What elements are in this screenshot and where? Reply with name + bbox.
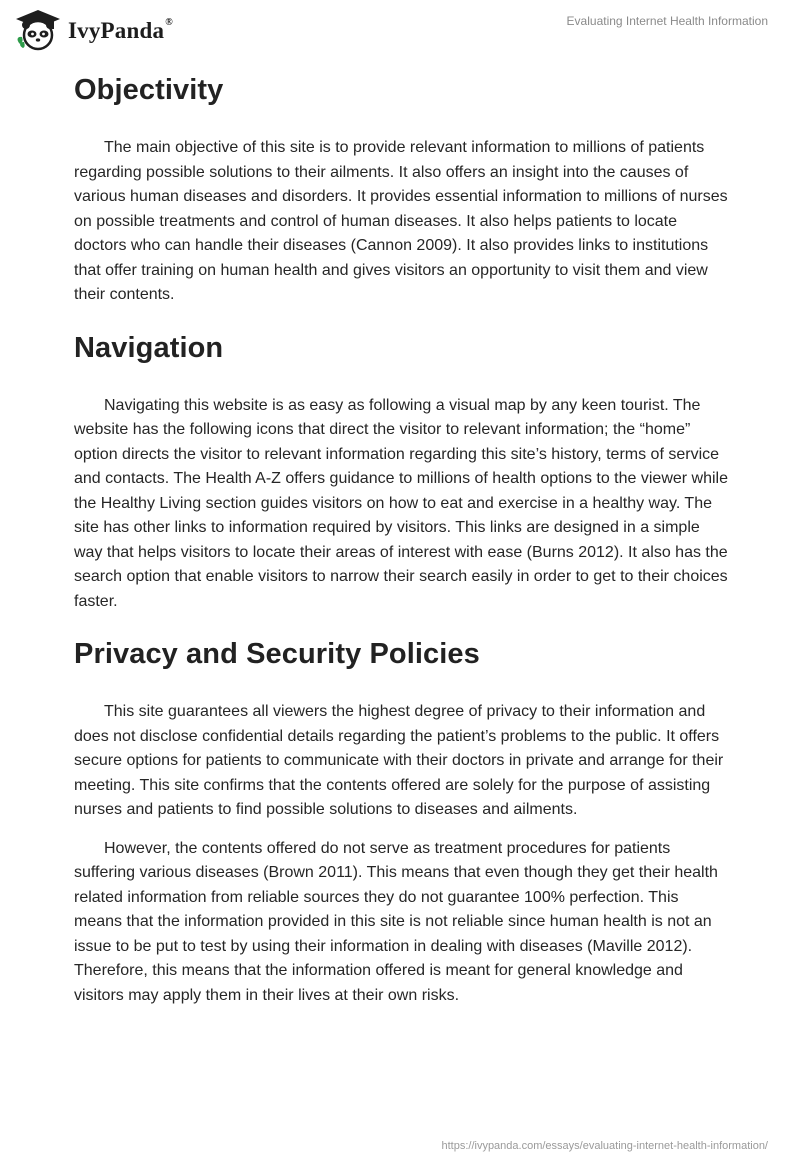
section-privacy-security [74,636,730,1008]
section-heading: Navigation [74,331,224,364]
paragraph: Navigating this website is as easy as following a visual map by any keen tourist. The website has the following icons that direct the visitor to relevant information; the “home” option directs the visitor to relevant information regarding this site’s history, terms of service and contacts. The Health A-Z offers guidance to millions of health options to the viewer while the Healthy Living section guides visitors on how to eat and exercise in a healthy way. The site has other links to information required by visitors. This links are designed in a simple way that helps visitors to locate their areas of interest with ease (Burns 2012). It also has the search option that enable visitors to narrow their search easily in order to get to their choices faster. [74,396,728,610]
brand-name: IvyPanda® [68,17,173,43]
paragraph: However, the contents offered do not serve as treatment procedures for patients suffering various diseases (Brown 2011). This means that even though they get their health related information from reliable sources they do not guarantee 100% perfection. This means that the information provided in this site is not reliable since human health is not an issue to be put to test by using their information in dealing with diseases (Maville 2012). Therefore, this means that the information offered is meant for general knowledge and visitors may apply them in their lives at their own risks. [74,839,718,1004]
document-title: Evaluating Internet Health Information [566,14,768,28]
essay-content [74,72,730,1022]
brand-logo[interactable] [14,8,173,52]
paragraph: The main objective of this site is to provide relevant information to millions of patients regarding possible solutions to their ailments. It also offers an insight into the causes of various human diseases and disorders. It provides essential information to millions of nurses on possible treatments and control of human diseases. It also helps patients to locate doctors who can handle their diseases (Cannon 2009). It also provides links to institutions that offer training on human health and gives visitors an opportunity to visit them and view their contents. [74,139,728,303]
page-header [0,0,800,60]
section-navigation [74,330,730,615]
panda-graduate-logo-icon [14,8,62,52]
section-heading: Objectivity [74,74,224,106]
section-objectivity [74,72,730,308]
paragraph: This site guarantees all viewers the highest degree of privacy to their information and does not disclose confidential details regarding the patient’s problems to the public. It offers secure options for patients to communicate with their doctors in private and arrange for their meeting. This site confirms that the contents offered are solely for the purpose of assisting nurses and patients to find possible solutions to diseases and ailments. [74,703,724,818]
source-url-link[interactable]: https://ivypanda.com/essays/evaluating-internet-health-information/ [441,1140,768,1152]
section-heading: Privacy and Security Policies [74,638,480,670]
